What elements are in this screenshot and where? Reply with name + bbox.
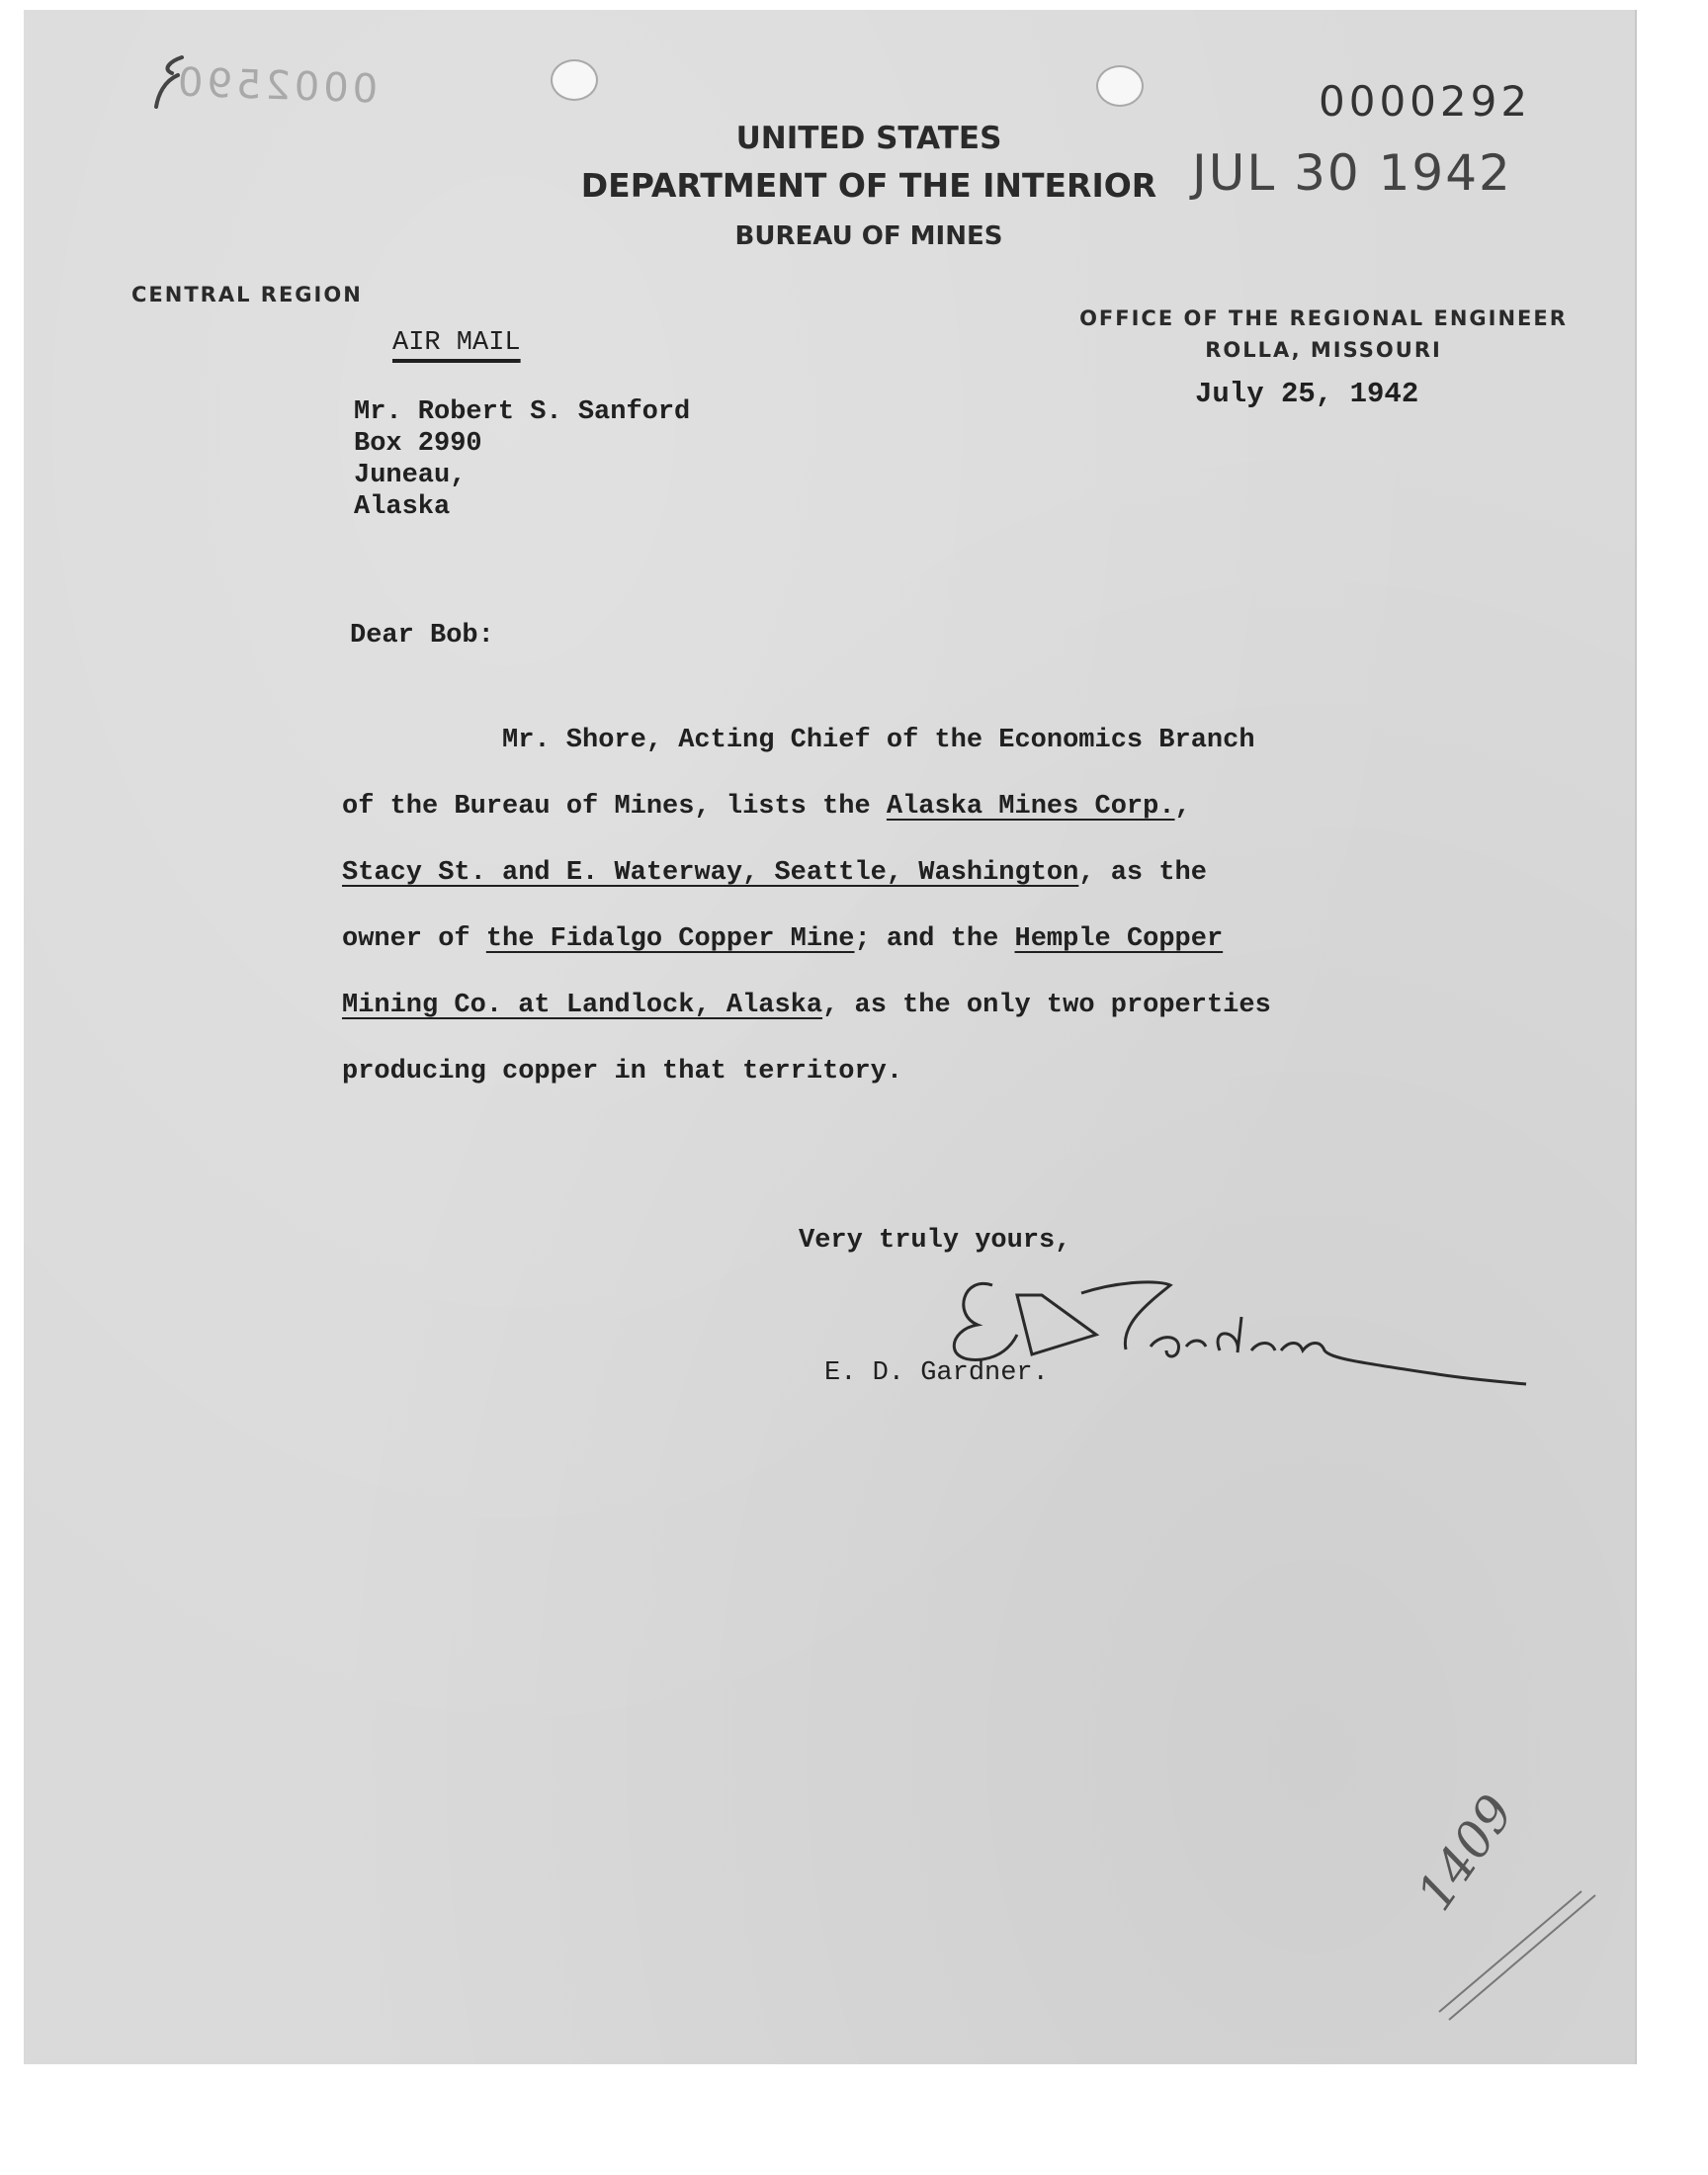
body-line bbox=[342, 924, 1271, 991]
body-text: , as the only two properties bbox=[822, 991, 1271, 1020]
punch-hole-right bbox=[1096, 65, 1144, 107]
pencil-strokes bbox=[1427, 1883, 1605, 2022]
recipient-city: Juneau, bbox=[354, 461, 467, 490]
letterhead-country: UNITED STATES bbox=[735, 121, 1002, 156]
office-label: OFFICE OF THE REGIONAL ENGINEER bbox=[1079, 306, 1568, 330]
salutation: Dear Bob: bbox=[350, 621, 494, 651]
closing: Very truly yours, bbox=[799, 1226, 1071, 1256]
recipient-box: Box 2990 bbox=[354, 429, 482, 459]
company-name: Hemple Copper bbox=[1014, 924, 1224, 954]
recipient-name: Mr. Robert S. Sanford bbox=[354, 397, 691, 427]
body-line bbox=[342, 858, 1271, 924]
document-number-stamp: 0000292 bbox=[1319, 77, 1532, 126]
body-text: owner of bbox=[342, 924, 486, 954]
received-date-stamp: JUL 30 1942 bbox=[1192, 144, 1512, 202]
mirrored-stamp-number: 0002590 bbox=[173, 59, 379, 113]
location-label: ROLLA, MISSOURI bbox=[1205, 338, 1442, 362]
company-name: Mining Co. at Landlock, Alaska bbox=[342, 991, 823, 1020]
body-text: of the Bureau of Mines, lists the bbox=[342, 792, 887, 822]
air-mail-notation: AIR MAIL bbox=[392, 328, 521, 358]
company-address: Stacy St. and E. Waterway, Seattle, Washington bbox=[342, 858, 1079, 888]
body-line bbox=[342, 792, 1271, 858]
pencil-mark-icon bbox=[152, 51, 188, 111]
letterhead-bureau: BUREAU OF MINES bbox=[734, 221, 1003, 251]
region-label: CENTRAL REGION bbox=[131, 283, 363, 306]
mine-name: the Fidalgo Copper Mine bbox=[485, 924, 855, 954]
handwritten-page-number: 1409 bbox=[1406, 1784, 1525, 1921]
punch-hole-left bbox=[551, 59, 598, 101]
body-line bbox=[342, 991, 1271, 1057]
body-text: , as the bbox=[1078, 858, 1207, 888]
letter-date: July 25, 1942 bbox=[1195, 378, 1419, 410]
letter-body bbox=[342, 726, 1271, 1123]
letter-page bbox=[24, 10, 1637, 2064]
recipient-territory: Alaska bbox=[354, 492, 451, 522]
company-name: Alaska Mines Corp. bbox=[886, 792, 1175, 822]
body-text: , bbox=[1174, 792, 1191, 822]
body-line: producing copper in that territory. bbox=[342, 1057, 903, 1087]
letterhead-department: DEPARTMENT OF THE INTERIOR bbox=[580, 166, 1157, 205]
typed-signature: E. D. Gardner. bbox=[824, 1358, 1049, 1388]
body-line: Mr. Shore, Acting Chief of the Economics Branch bbox=[502, 726, 1255, 755]
body-text: ; and the bbox=[854, 924, 1015, 954]
